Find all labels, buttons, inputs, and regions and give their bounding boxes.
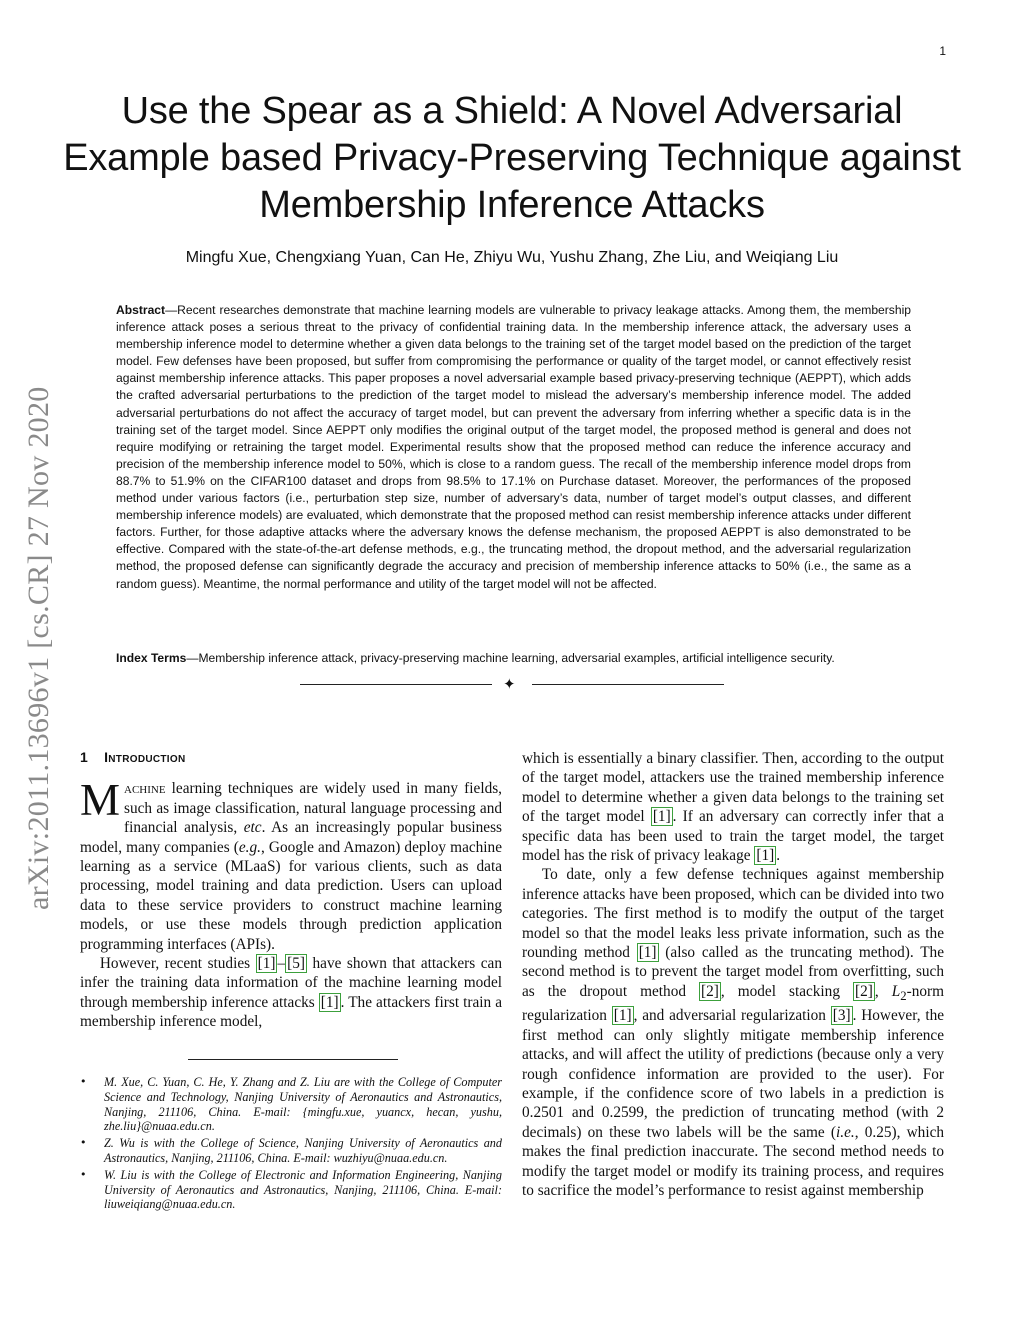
text-run: To date, only a few defense techniques against membership inference attacks have been proposed, which can be divided into two categories. The first method is to modify the output of the target model so that the model leaks less private information, such as the rounding method	[522, 866, 944, 962]
paper-title: Use the Spear as a Shield: A Novel Adversarial Example based Privacy-Preserving Technique against Membership Inference Attacks	[63, 90, 961, 226]
lead-word: achine	[124, 780, 166, 798]
abstract-text: —Recent researches demonstrate that machine learning models are vulnerable to privacy leakage attacks. Among them, the membership inference attack poses a serious threat to the privacy of confidential training data. In the membership inference attack, the adversary uses a membership inference model to determine whether a given data belongs to the training set of the target model based on the prediction of the target model. Few defenses have been proposed, but suffer from compromising the performance or quality of the target model, or cannot effectively resist against membership inference attacks. This paper proposes a novel adversarial example based privacy-preserving technique (AEPPT), which adds the crafted adversarial perturbations to the prediction of the target model to mislead the adversary’s membership inference model. The added adversarial perturbations do not affect the accuracy of target model, but can prevent the adversary from inferring whether a specific data is in the training set of the target model. Since AEPPT only modifies the original output of the target model, the proposed method is general and does not require modifying or retraining the target model. Experimental results show that the proposed method can reduce the inference accuracy and precision of the membership inference model to 50%, which is close to a random guess. The recall of the membership inference model drops from 88.7% to 51.9% on the CIFAR100 dataset and drops from 98.5% to 17.1% on Purchase dataset. Moreover, the performances of the proposed method under various factors (i.e., perturbation step size, number of adversary’s data, number of target model’s output classes, and different membership inference models) are evaluated, which demonstrate that the proposed method can resist membership inference attacks under different factors. Further, for those adaptive attacks where the adversary knows the defense mechanism, the proposed AEPPT is also demonstrated to be effective. Compared with the state-of-the-art defense methods, e.g., the truncating method, the dropout method, and the adversarial regularization method, the proposed defense can significantly degrade the accuracy and precision of membership inference attacks to 50% (i.e., the same as a random guess). Meantime, the normal performance and utility of the target model will not be affected.	[116, 303, 911, 591]
text-run: . If an adversary can correctly infer that a specific data has been used to train the target model, the target model has the risk of privacy leakage	[522, 808, 944, 865]
citation-link[interactable]: [1]	[257, 955, 276, 973]
index-terms	[116, 650, 911, 667]
footnote-item: • W. Liu is with the College of Electronic and Information Engineering, Nanjing University of Aeronautics and Astronautics, Nanjing, 211106, China. E-mail: liuweiqiang@nuaa.edu.cn.	[80, 1168, 502, 1212]
text-run: ,	[874, 982, 892, 1000]
drop-cap: M	[80, 775, 121, 826]
right-paragraph-2	[522, 865, 944, 1200]
text-run: , Google and Amazon) deploy machine learning as a service (MLaaS) for various clients, such as data processing, model training and data prediction. Users can upload data to these service providers to construct machine learning models, or use these models through prediction application programming interfaces (APIs).	[80, 838, 502, 953]
arxiv-stamp: arXiv:2011.13696v1 [cs.CR] 27 Nov 2020	[22, 386, 55, 910]
citation-link[interactable]: [2]	[701, 982, 719, 1000]
footnote-item: • M. Xue, C. Yuan, C. He, Y. Zhang and Z. Liu are with the College of Computer Science and Technology, Nanjing University of Aeronautics and Astronautics, Nanjing, 211106, China. E-mail: {mingfu.xue, yuancx, hecan, yushu, zhe.liu}@nuaa.edu.cn.	[80, 1075, 502, 1134]
citation-link[interactable]: [1]	[756, 847, 775, 865]
section-heading	[80, 748, 502, 767]
text-run: , and adversarial regularization	[633, 1007, 831, 1025]
intro-paragraph-1	[80, 775, 503, 954]
text-run: However, recent studies	[99, 955, 256, 973]
math-symbol: L	[891, 982, 901, 1000]
text-run: e.g.	[238, 838, 261, 856]
section-title: Introduction	[104, 749, 186, 765]
text-run: learning techniques are widely used in many fields, such as image classification, natural language processing and financial analysis,	[124, 780, 502, 837]
citation-link[interactable]: [5]	[287, 955, 305, 973]
citation-link[interactable]: [1]	[613, 1007, 632, 1025]
index-terms-text: —Membership inference attack, privacy-preserving machine learning, adversarial examples, artificial intelligence security.	[186, 651, 835, 665]
text-run: , 0.25), which makes the final prediction inaccurate. The second method needs to modify the target model or modify its training process, and requires to sacrifice the model’s performance to resist against membership	[522, 1123, 945, 1199]
citation-link[interactable]: [1]	[320, 993, 339, 1011]
left-column	[80, 748, 502, 1032]
abstract-label: Abstract	[116, 303, 166, 317]
text-run: , model stacking	[720, 982, 854, 1000]
text-run: i.e.	[836, 1123, 855, 1141]
right-paragraph-1	[522, 749, 944, 865]
text-run: etc	[243, 819, 262, 837]
citation-link[interactable]: [1]	[652, 808, 671, 826]
citation-link[interactable]: [1]	[638, 944, 657, 962]
math-subscript: 2	[900, 988, 907, 1003]
author-list: Mingfu Xue, Chengxiang Yuan, Can He, Zhiyu Wu, Yushu Zhang, Zhe Liu, and Weiqiang Liu	[185, 249, 839, 266]
section-divider	[300, 676, 724, 694]
section-number: 1	[80, 749, 89, 765]
index-terms-label: Index Terms	[116, 651, 187, 665]
page-number: 1	[939, 44, 946, 58]
text-run: -norm regularization	[522, 982, 944, 1025]
abstract	[116, 302, 911, 593]
text-run: have shown that attackers can infer the training data information of the machine learning model through membership inference attacks	[80, 955, 502, 1011]
divider-star-icon: ✦	[503, 675, 516, 693]
divider-rule-right	[532, 684, 724, 685]
text-run: .	[776, 847, 781, 865]
affiliation-footnotes	[80, 1075, 502, 1214]
footnote-rule	[188, 1059, 398, 1060]
text-run: which is essentially a binary classifier. Then, according to the output of the target model, attackers use the trained membership inference model to determine whether a given data belongs to the training set of the target model	[522, 750, 944, 826]
text-run: (also called as the truncating method). The second method is to prevent the target model from overfitting, such as the dropout method	[522, 944, 944, 1000]
intro-paragraph-2	[80, 954, 502, 1032]
footnote-item: • Z. Wu is with the College of Science, Nanjing University of Aeronautics and Astronautics, Nanjing, 211106, China. E-mail: wuzhiyu@nuaa.edu.cn.	[80, 1136, 502, 1166]
citation-link[interactable]: [3]	[832, 1007, 851, 1025]
divider-rule-left	[300, 684, 492, 685]
citation-link[interactable]: [2]	[855, 982, 873, 1000]
right-column	[522, 749, 944, 1200]
text-run: . The attackers first train a membership inference model,	[80, 993, 502, 1031]
text-run: –	[277, 955, 286, 973]
text-run: . As an increasingly popular business model, many companies (	[80, 819, 503, 856]
text-run: . However, the first method can only slightly mitigate membership inference attacks, and will affect the utility of predictions (because only a very rough confidence information are provided to the user). For example, if the confidence score of two labels in a prediction is 0.2501 and 0.2599, the prediction of truncating method (with 2 decimals) on these two labels will be the same (	[522, 1007, 945, 1141]
